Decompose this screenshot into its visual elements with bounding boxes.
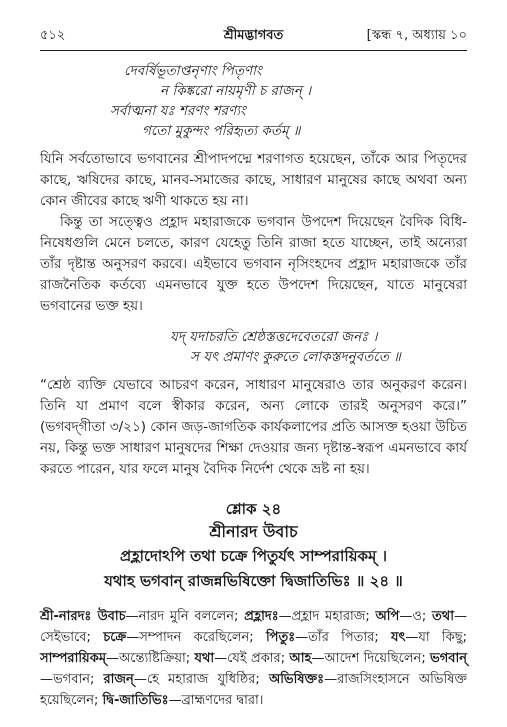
synonym-meaning: —ও;	[399, 609, 433, 624]
header-rule	[40, 50, 467, 51]
page-header	[40, 26, 467, 48]
original-verse-line: যথাহ ভগবান্ রাজন্নভিষিক্তো দ্বিজাতিভিঃ ॥ ২৪ ॥	[104, 572, 403, 590]
verse-line: গতো মুকুন্দং পরিহৃত্য কর্তম্ ॥	[142, 123, 301, 139]
synonym-meaning: —তাঁর পিতার;	[295, 630, 391, 645]
synonym-term: রাজন্	[103, 672, 134, 687]
synonym-meaning: —যা কিছু;	[405, 630, 467, 645]
original-verse-line: প্রহ্লাদোঽপি তথা চক্রে পিতুর্যৎ সাম্পরায়িকম্ ।	[120, 547, 387, 565]
synonym-term: অপি	[375, 609, 400, 624]
synonym-term: চক্রে	[103, 630, 127, 645]
synonym-meaning: —হে মহারাজ যুধিষ্ঠির;	[133, 672, 269, 687]
synonym-term: যৎ	[390, 630, 406, 645]
page-number: ৫১২	[40, 28, 66, 43]
verse-number: শ্লোক ২৪	[225, 500, 282, 518]
verse-block-1	[40, 61, 467, 141]
synonym-term: শ্রী-নারদঃ উবাচ	[40, 609, 126, 624]
synonym-term: ভগবান্	[430, 651, 467, 666]
paragraph-1: যিনি সর্বতোভাবে ভগবানের শ্রীপাদপদ্মে শরণাগত হয়েছেন, তাঁকে আর পিতৃদের কাছে, ঋষিদের কাছে, মানব-সমাজের কাছে, সাধারণ মানুষের কাছে অথবা অন্য কোন জীবের কাছে ঋণী থাকতে হয় না।	[40, 151, 467, 209]
verse-line: সর্বাত্মনা যঃ শরণং শরণ্যং	[110, 103, 246, 119]
synonym-term: আহ	[289, 651, 312, 666]
chapter-reference: [স্কন্ধ ৭, অধ্যায় ১০	[366, 28, 467, 43]
verse-speaker: শ্রীনারদ উবাচ	[209, 522, 298, 541]
book-title: শ্রীমদ্ভাগবত	[223, 28, 284, 43]
synonym-meaning: —প্রহ্লাদ মহারাজ;	[278, 609, 376, 624]
synonym-meaning: —অন্ত্যেষ্টিক্রিয়া;	[106, 651, 195, 666]
synonym-term: দ্বি-জাতিভিঃ	[102, 693, 169, 708]
verse-line: ন কিঙ্করো নায়মৃণী চ রাজন্ ।	[160, 83, 312, 99]
synonym-meaning: —সম্পাদন করেছিলেন;	[126, 630, 266, 645]
verse-line: দেবর্ষিভূতাপ্তনৃণাং পিতৃণাং	[124, 63, 262, 79]
synonym-term: প্রহ্লাদঃ	[244, 609, 279, 624]
verse-line: স যৎ প্রমাণং কুরুতে লোকস্তদনুবর্ততে ॥	[190, 349, 401, 365]
synonym-meaning: —ভগবান;	[40, 672, 104, 687]
paragraph-2: কিন্তু তা সত্ত্বেও প্রহ্লাদ মহারাজকে ভগবান উপদেশ দিয়েছেন বৈদিক বিধি-নিষেধগুলি মেনে চলতে, কারণ যেহেতু তিনি রাজা হতে যাচ্ছেন, তাই অন্যেরা তাঁর দৃষ্টান্ত অনুসরণ করবে। এইভাবে ভগবান নৃসিংহদেব প্রহ্লাদ মহারাজকে তাঁর রাজনৈতিক কর্তব্যে এমনভাবে যুক্ত হতে উপদেশ দিয়েছেন, যাতে মানুষেরা ভগবানের ভক্ত হয়।	[40, 214, 467, 314]
verse-block-2	[40, 327, 467, 367]
synonym-meaning: —যেই প্রকার;	[214, 651, 290, 666]
synonym-meaning: —রাজসিংহাসনে অভিষিক্ত হয়েছিলেন;	[40, 672, 468, 708]
synonym-meaning: —নারদ মুনি বললেন;	[125, 609, 245, 624]
synonym-meaning: —সেইভাবে;	[40, 609, 467, 645]
word-synonyms	[40, 606, 467, 711]
synonym-term: অভিষিক্তঃ	[268, 672, 325, 687]
verse-line: যদ্ যদাচরতি শ্রেষ্ঠস্তত্তদেবেতরো জনঃ ।	[170, 329, 378, 345]
synonym-term: সাম্পরায়িকম্	[40, 651, 107, 666]
paragraph-3: “শ্রেষ্ঠ ব্যক্তি যেভাবে আচরণ করেন, সাধারণ মানুষেরাও তার অনুকরণ করেন। তিনি যা প্রমাণ বলে স্বীকার করেন, অন্য লোকে তারই অনুসরণ করে।” (ভগবদ্‌গীতা ৩/২১) কোন জড়-জাগতিক কার্যকলাপের প্রতি আসক্ত হওয়া উচিত নয়, কিন্তু ভক্ত সাধারণ মানুষদের শিক্ষা দেওয়ার জন্য দৃষ্টান্ত-স্বরূপ এমনভাবে কার্য করতে পারেন, যার ফলে মানুষ বৈদিক নির্দেশ থেকে ভ্রষ্ট না হয়।	[40, 377, 467, 477]
synonym-meaning: —ব্রাহ্মণদের দ্বারা।	[168, 693, 264, 708]
synonym-term: পিতুঃ	[265, 630, 296, 645]
synonym-term: যথা	[194, 651, 215, 666]
synonym-meaning: —আদেশ দিয়েছিলেন;	[311, 651, 431, 666]
synonym-term: তথা	[432, 609, 454, 624]
